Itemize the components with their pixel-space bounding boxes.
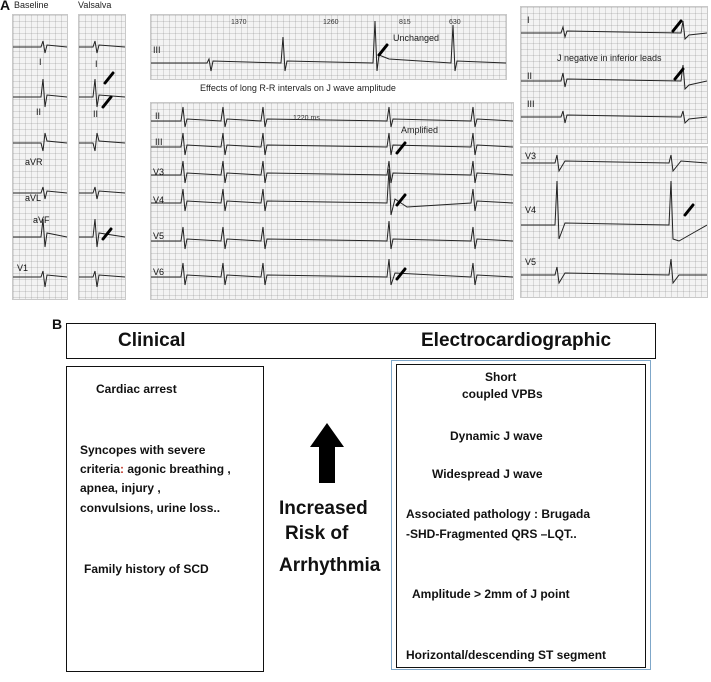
cardiac-arrest-text: Cardiac arrest [96,382,177,396]
baseline-lead-i: I [39,57,42,67]
lead-i-right: I [527,15,530,25]
rr-value-4: 630 [449,19,461,26]
lead-v4-mid: V4 [153,195,165,205]
valsalva-ecg-strip [78,14,126,300]
clinical-header: Clinical [118,330,186,351]
valsalva-ecg-trace [79,15,125,299]
lead-v6-mid: V6 [153,267,165,277]
amplitude-text: Amplitude > 2mm of J point [412,587,570,601]
baseline-lead-v1: V1 [17,263,29,273]
syncope-criteria-detail: agonic breathing , [124,462,231,476]
risk-line-3: Arrhythmia [279,555,381,576]
j-wave-arrow-iii [397,143,405,153]
dynamic-j-wave-text: Dynamic J wave [450,429,543,443]
lead-iii-mid: III [155,137,163,147]
j-wave-arrow-valsalva-2 [103,97,111,107]
j-wave-arrow-v6 [397,269,405,279]
syncope-criteria-word: criteria [80,462,121,476]
lead-iii-right: III [527,99,535,109]
baseline-lead-avr: aVR [25,157,43,167]
panel-a-letter: A [0,0,11,13]
j-wave-arrow-right-v4 [685,205,693,215]
syncope-line-2 [80,460,231,478]
rr-value-3: 815 [399,19,411,26]
rr-value-1: 1370 [231,19,247,26]
lead-iii-label-top: III [153,45,161,55]
baseline-label: Baseline [14,0,49,10]
baseline-ecg-strip [12,14,68,300]
lead-v4-right: V4 [525,205,537,215]
valsalva-label: Valsalva [78,0,112,10]
syncope-line-4: convulsions, urine loss.. [80,501,221,515]
precordial-leads-ecg-strip [520,146,708,298]
associated-pathology-line-1: Associated pathology : Brugada [406,507,591,521]
widespread-j-wave-text: Widespread J wave [432,467,543,481]
interval-label: 1220 ms [293,115,320,122]
valsalva-lead-ii: II [93,109,99,119]
lead-v5-right: V5 [525,257,537,267]
long-rr-caption: Effects of long R-R intervals on J wave amplitude [200,83,396,93]
inferior-leads-ecg-strip [520,6,708,144]
baseline-lead-ii: II [36,107,42,117]
rr-value-2: 1260 [323,19,339,26]
panel-b-letter: B [52,316,63,332]
j-wave-arrow-valsalva-1 [105,73,113,83]
j-negative-annotation: J negative in inferior leads [557,53,662,63]
unchanged-annotation: Unchanged [393,33,440,43]
syncope-colon: : [120,462,125,476]
amplified-annotation: Amplified [401,125,439,135]
risk-line-2: Risk of [285,523,349,544]
electrocardiographic-header: Electrocardiographic [421,330,612,351]
lead-ii-mid: II [155,111,161,121]
inferior-leads-ecg-trace [521,7,707,143]
lead-v5-mid: V5 [153,231,165,241]
lead-v3-mid: V3 [153,167,165,177]
rr-interval-ecg-strip [150,14,507,80]
st-segment-text: Horizontal/descending ST segment [406,648,607,662]
lead-ii-right: II [527,71,533,81]
lead-v3-right: V3 [525,151,537,161]
increased-risk-arrow-icon [310,423,344,483]
short-coupled-line-1: Short [485,370,517,384]
syncope-line-1: Syncopes with severe [80,443,206,457]
associated-pathology-line-2: -SHD-Fragmented QRS –LQT.. [406,527,577,541]
j-wave-arrow-right-i [673,21,681,31]
clinical-box [66,366,264,672]
j-wave-arrow-unchanged [379,45,387,55]
amplified-ecg-trace [151,103,513,299]
valsalva-lead-i: I [95,59,98,69]
precordial-leads-ecg-trace [521,147,707,297]
amplified-ecg-strip [150,102,514,300]
family-history-text: Family history of SCD [84,562,209,576]
risk-line-1: Increased [279,498,368,519]
baseline-lead-avl: aVL [25,193,42,203]
short-coupled-line-2: coupled VPBs [462,387,543,401]
baseline-lead-avf: aVF [33,215,50,225]
syncope-line-3: apnea, injury , [80,481,161,495]
